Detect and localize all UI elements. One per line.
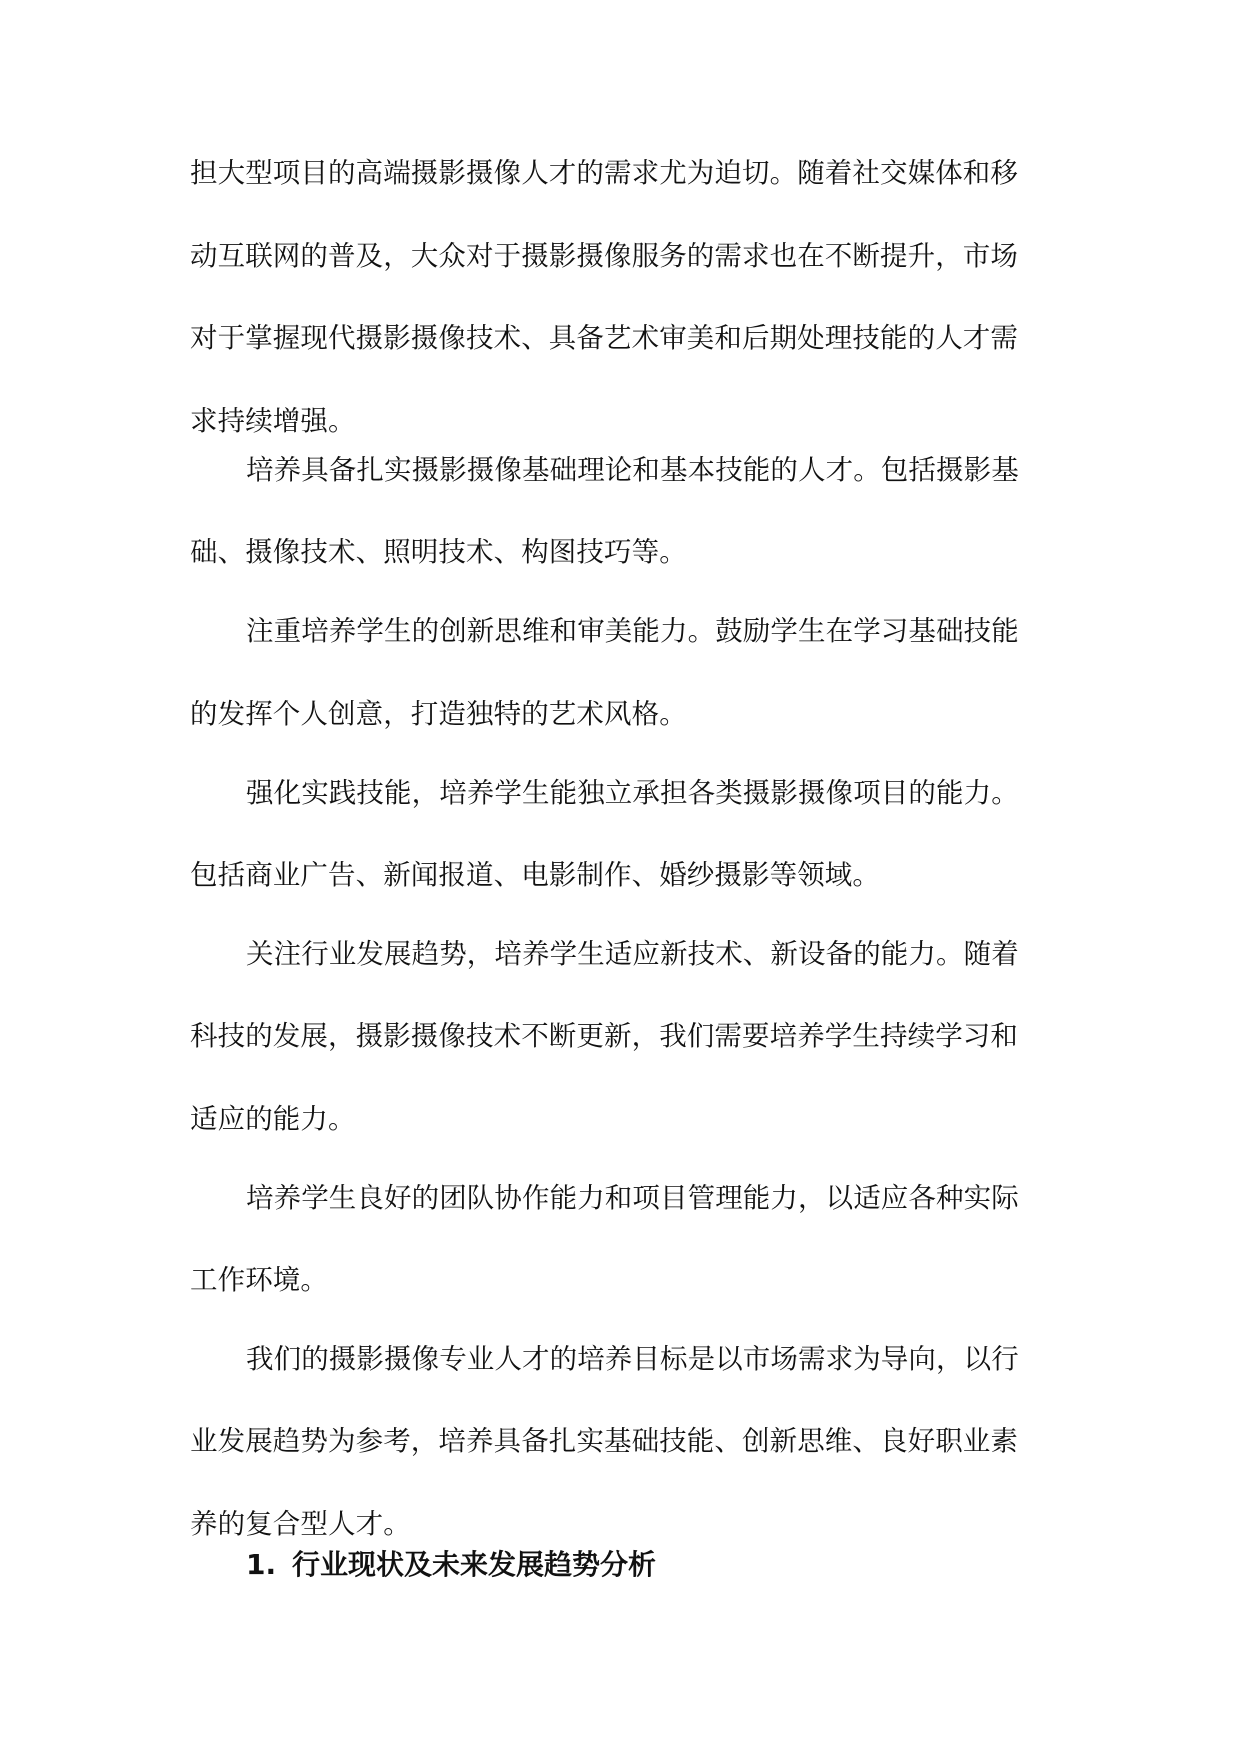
paragraph-2-line-1: 注重培养学生的创新思维和审美能力。鼓励学生在学习基础技能	[246, 615, 1019, 647]
section-heading-title: 行业现状及未来发展趋势分析	[292, 1548, 657, 1581]
paragraph-1-line-1: 培养具备扎实摄影摄像基础理论和基本技能的人才。包括摄影基	[246, 454, 1019, 486]
paragraph-2-line-2: 的发挥个人创意，打造独特的艺术风格。	[190, 698, 687, 730]
paragraph-4-line-2: 科技的发展，摄影摄像技术不断更新，我们需要培养学生持续学习和	[190, 1020, 1018, 1052]
paragraph-6-line-1: 我们的摄影摄像专业人才的培养目标是以市场需求为导向，以行	[246, 1343, 1019, 1375]
text-line-2: 动互联网的普及，大众对于摄影摄像服务的需求也在不断提升，市场	[190, 240, 1018, 272]
paragraph-5-line-1: 培养学生良好的团队协作能力和项目管理能力，以适应各种实际	[246, 1182, 1019, 1214]
paragraph-3-line-1: 强化实践技能，培养学生能独立承担各类摄影摄像项目的能力。	[246, 777, 1019, 809]
paragraph-6-line-3: 养的复合型人才。	[190, 1508, 411, 1540]
text-line-4: 求持续增强。	[190, 405, 356, 437]
paragraph-4-line-3: 适应的能力。	[190, 1103, 356, 1135]
paragraph-6-line-2: 业发展趋势为参考，培养具备扎实基础技能、创新思维、良好职业素	[190, 1425, 1018, 1457]
paragraph-3-line-2: 包括商业广告、新闻报道、电影制作、婚纱摄影等领域。	[190, 859, 880, 891]
section-heading-number: 1.	[246, 1548, 277, 1581]
section-heading	[246, 1543, 946, 1587]
paragraph-1-line-2: 础、摄像技术、照明技术、构图技巧等。	[190, 536, 687, 568]
paragraph-5-line-2: 工作环境。	[190, 1264, 328, 1296]
text-line-3: 对于掌握现代摄影摄像技术、具备艺术审美和后期处理技能的人才需	[190, 322, 1018, 354]
text-line-1: 担大型项目的高端摄影摄像人才的需求尤为迫切。随着社交媒体和移	[190, 157, 1018, 189]
paragraph-4-line-1: 关注行业发展趋势，培养学生适应新技术、新设备的能力。随着	[246, 938, 1019, 970]
